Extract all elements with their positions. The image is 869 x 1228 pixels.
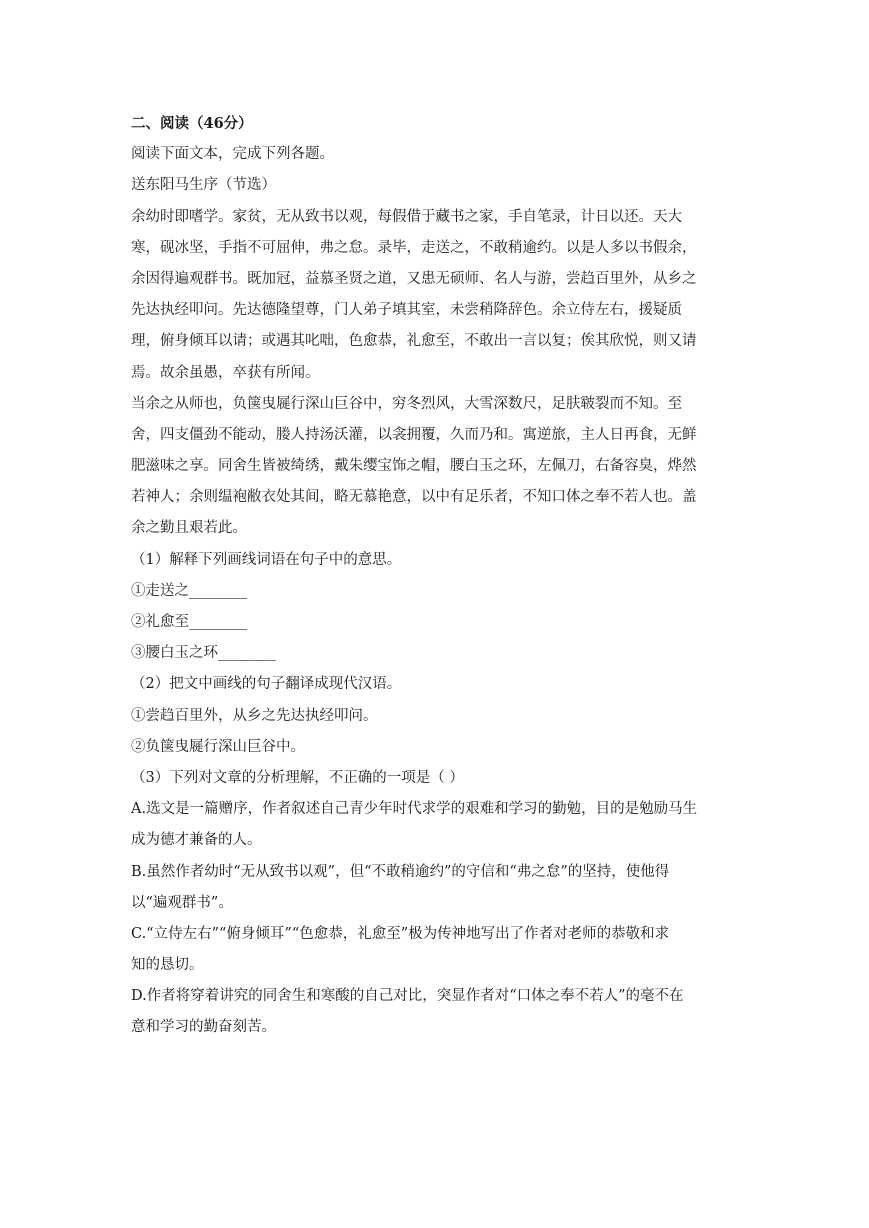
section-heading: 二、阅读（46分）	[131, 115, 253, 132]
paragraph-line: 肥滋味之享。同舍生皆被绮绣，戴朱缨宝饰之帽，腰白玉之环，左佩刀，右备容臭，烨然	[131, 458, 697, 475]
option-c	[131, 919, 736, 981]
option-line: C.“立侍左右”“俯身倾耳”“色愈恭，礼愈至”极为传神地写出了作者对老师的恭敬和求	[131, 925, 670, 942]
question-item: ①尝趋百里外，从乡之先达执经叩问。	[131, 707, 378, 724]
option-a	[131, 794, 736, 856]
question-prompt: （3）下列对文章的分析理解，不正确的一项是（ ）	[131, 769, 464, 786]
option-line: A.选文是一篇赠序，作者叙述自己青少年时代求学的艰难和学习的勤勉，目的是勉励马生	[131, 801, 698, 818]
option-line: 意和学习的勤奋刻苦。	[131, 1019, 276, 1036]
paragraph-line: 余因得遍观群书。既加冠，益慕圣贤之道，又患无硕师、名人与游，尝趋百里外，从乡之	[131, 270, 697, 287]
option-line: 成为德才兼备的人。	[131, 832, 262, 849]
document-content	[131, 108, 736, 1044]
paragraph-line: 寒，砚冰坚，手指不可屈伸，弗之怠。录毕，走送之，不敢稍逾约。以是人多以书假余，	[131, 239, 697, 256]
question-item: ①走送之________	[131, 582, 247, 599]
paragraph-line: 余幼时即嗜学。家贫，无从致书以观，每假借于藏书之家，手自笔录，计日以还。天大	[131, 208, 682, 225]
question-3	[131, 763, 736, 1044]
question-item: ②负箧曳屣行深山巨谷中。	[131, 738, 305, 755]
question-prompt: （2）把文中画线的句子翻译成现代汉语。	[131, 676, 402, 693]
paragraph-line: 舍，四支僵劲不能动，媵人持汤沃灌，以衾拥覆，久而乃和。寓逆旅，主人日再食，无鲜	[131, 426, 697, 443]
instruction-text: 阅读下面文本，完成下列各题。	[131, 146, 334, 163]
option-line: D.作者将穿着讲究的同舍生和寒酸的自己对比，突显作者对“口体之奉不若人”的毫不在	[131, 988, 684, 1005]
paragraph-line: 理，俯身倾耳以请；或遇其叱咄，色愈恭，礼愈至，不敢出一言以复；俟其欣悦，则又请	[131, 333, 697, 350]
option-b	[131, 857, 736, 919]
option-line: 以“遍观群书”。	[131, 894, 233, 911]
question-2	[131, 669, 736, 763]
paragraph-line: 若神人；余则缊袍敝衣处其间，略无慕艳意，以中有足乐者，不知口体之奉不若人也。盖	[131, 489, 697, 506]
passage-paragraph-2	[131, 389, 736, 545]
question-prompt: （1）解释下列画线词语在句子中的意思。	[131, 551, 402, 568]
paragraph-line: 余之勤且艰若此。	[131, 520, 247, 537]
paragraph-line: 焉。故余虽愚，卒获有所闻。	[131, 364, 320, 381]
question-1	[131, 545, 736, 670]
option-d	[131, 981, 736, 1043]
paragraph-line: 先达执经叩问。先达德隆望尊，门人弟子填其室，未尝稍降辞色。余立侍左右，援疑质	[131, 302, 682, 319]
option-line: 知的恳切。	[131, 957, 204, 974]
question-item: ③腰白玉之环________	[131, 645, 276, 662]
paragraph-line: 当余之从师也，负箧曳屣行深山巨谷中，穷冬烈风，大雪深数尺，足肤皲裂而不知。至	[131, 395, 682, 412]
option-line: B.虽然作者幼时“无从致书以观”，但“不敢稍逾约”的守信和“弗之怠”的坚持，使他得	[131, 863, 670, 880]
passage-title: 送东阳马生序（节选）	[131, 177, 276, 194]
passage-paragraph-1	[131, 202, 736, 389]
question-item: ②礼愈至________	[131, 614, 247, 630]
